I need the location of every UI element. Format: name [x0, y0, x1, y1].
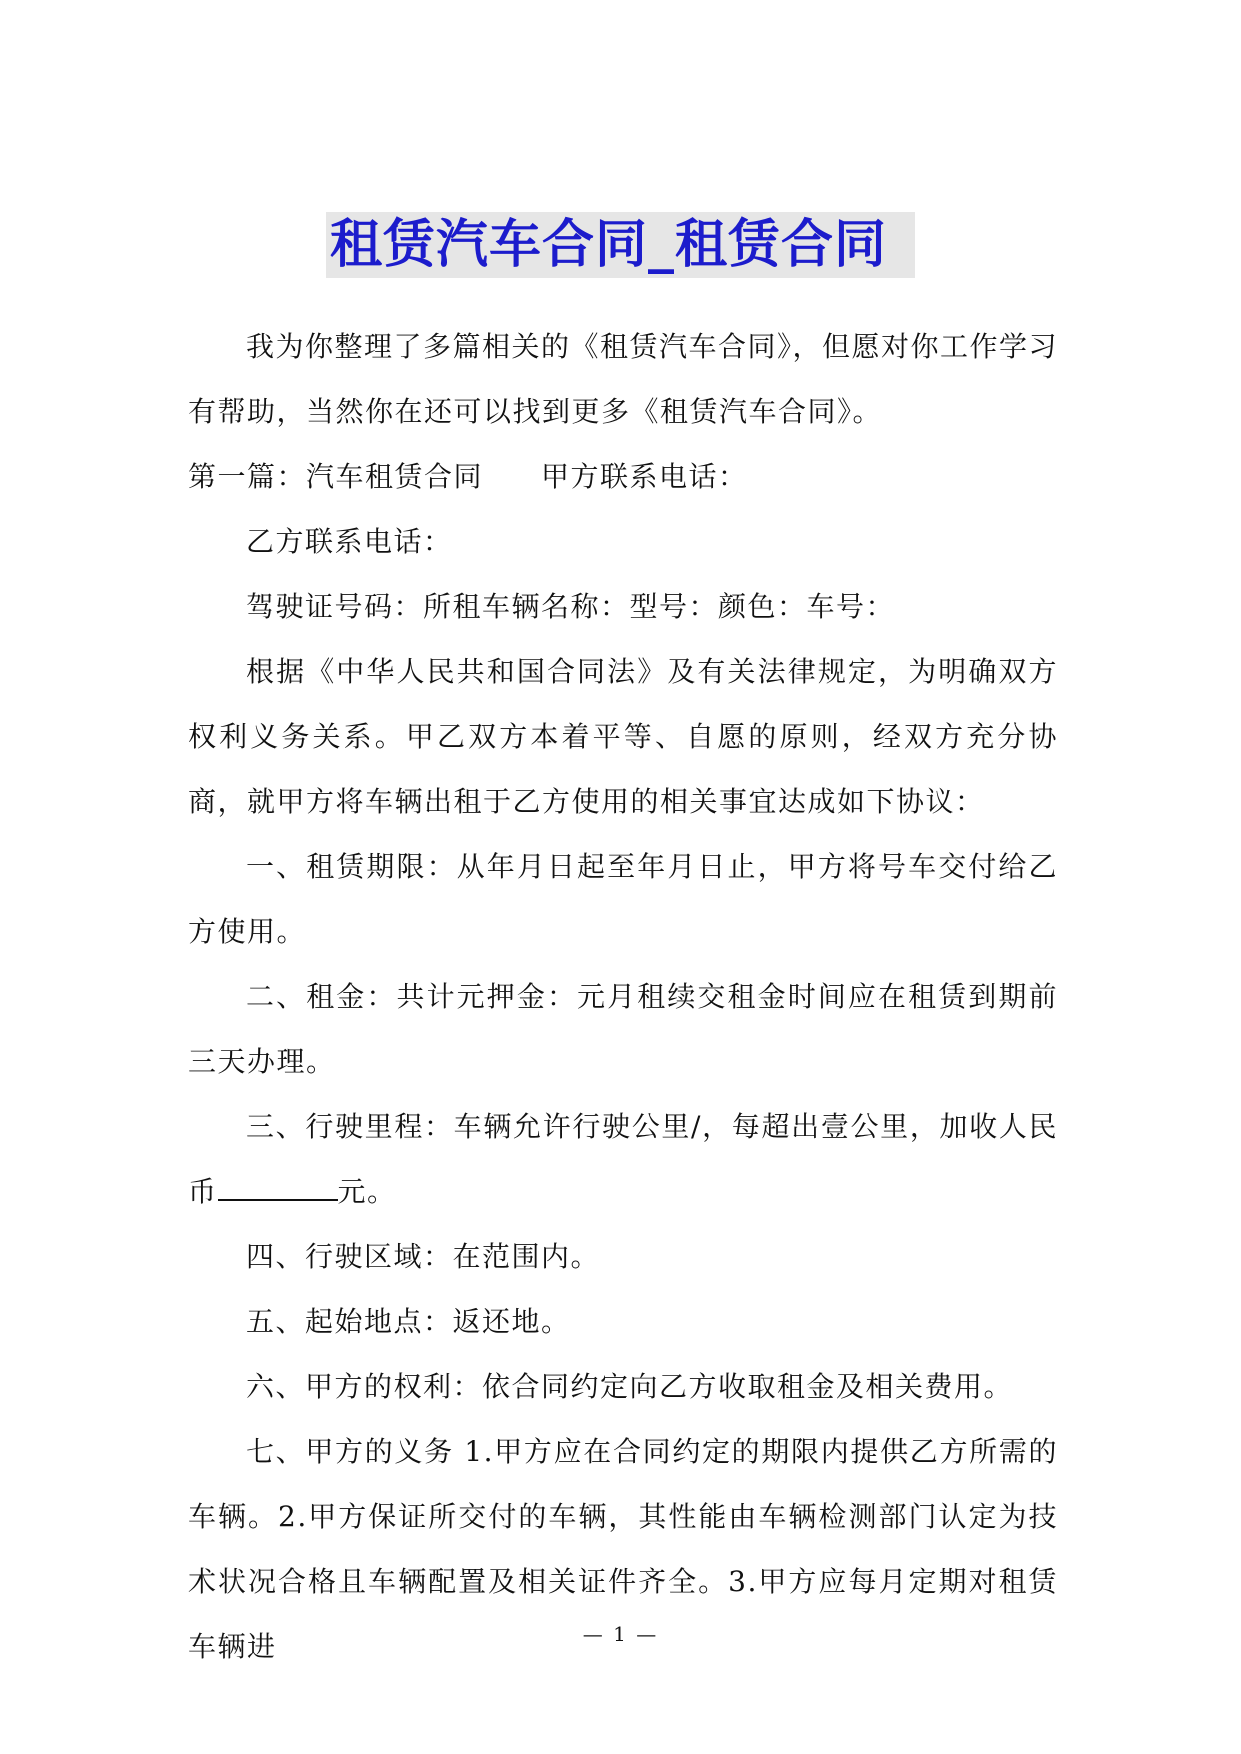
document-title: 租赁汽车合同_租赁合同 [326, 212, 915, 278]
section-heading: 第一篇：汽车租赁合同 [188, 460, 484, 493]
page-number: — 1 — [582, 1622, 659, 1646]
mileage-suffix: 元。 [337, 1175, 397, 1208]
clause-7-obligations: 七、甲方的义务 1.甲方应在合同约定的期限内提供乙方所需的车辆。2.甲方保证所交付的车辆，其性能由车辆检测部门认定为技术状况合格且车辆配置及相关证件齐全。3.甲方应每月定期对租赁车辆进 [188, 1435, 1058, 1663]
clause-2-rent: 二、租金：共计元押金：元月租续交租金时间应在租赁到期前三天办理。 [188, 980, 1058, 1078]
clause-1-term: 一、租赁期限：从年月日起至年月日止，甲方将号车交付给乙方使用。 [188, 850, 1058, 948]
clause-4-region: 四、行驶区域：在范围内。 [246, 1240, 601, 1273]
title-container [0, 212, 1241, 278]
legal-basis-paragraph: 根据《中华人民共和国合同法》及有关法律规定，为明确双方权利义务关系。甲乙双方本着平等、自愿的原则，经双方充分协商，就甲方将车辆出租于乙方使用的相关事宜达成如下协议： [188, 655, 1058, 818]
intro-paragraph: 我为你整理了多篇相关的《租赁汽车合同》，但愿对你工作学习有帮助，当然你在还可以找到更多《租赁汽车合同》。 [188, 330, 1059, 428]
party-b-phone-paragraph: 乙方联系电话： [246, 525, 453, 558]
party-a-phone-label: 甲方联系电话： [541, 460, 748, 493]
clause-6-rights: 六、甲方的权利：依合同约定向乙方收取租金及相关费用。 [246, 1370, 1014, 1403]
document-body [188, 314, 1058, 1679]
mileage-text: 三、行驶里程：车辆允许行驶公里/，每超出壹公里，加收人民币 [188, 1110, 1058, 1208]
section-heading-line [188, 444, 1058, 509]
fill-in-blank [218, 1177, 338, 1201]
vehicle-info-paragraph: 驾驶证号码：所租车辆名称：型号：颜色：车号： [246, 590, 896, 623]
clause-3-mileage [188, 1094, 1058, 1224]
clause-5-location: 五、起始地点：返还地。 [246, 1305, 571, 1338]
